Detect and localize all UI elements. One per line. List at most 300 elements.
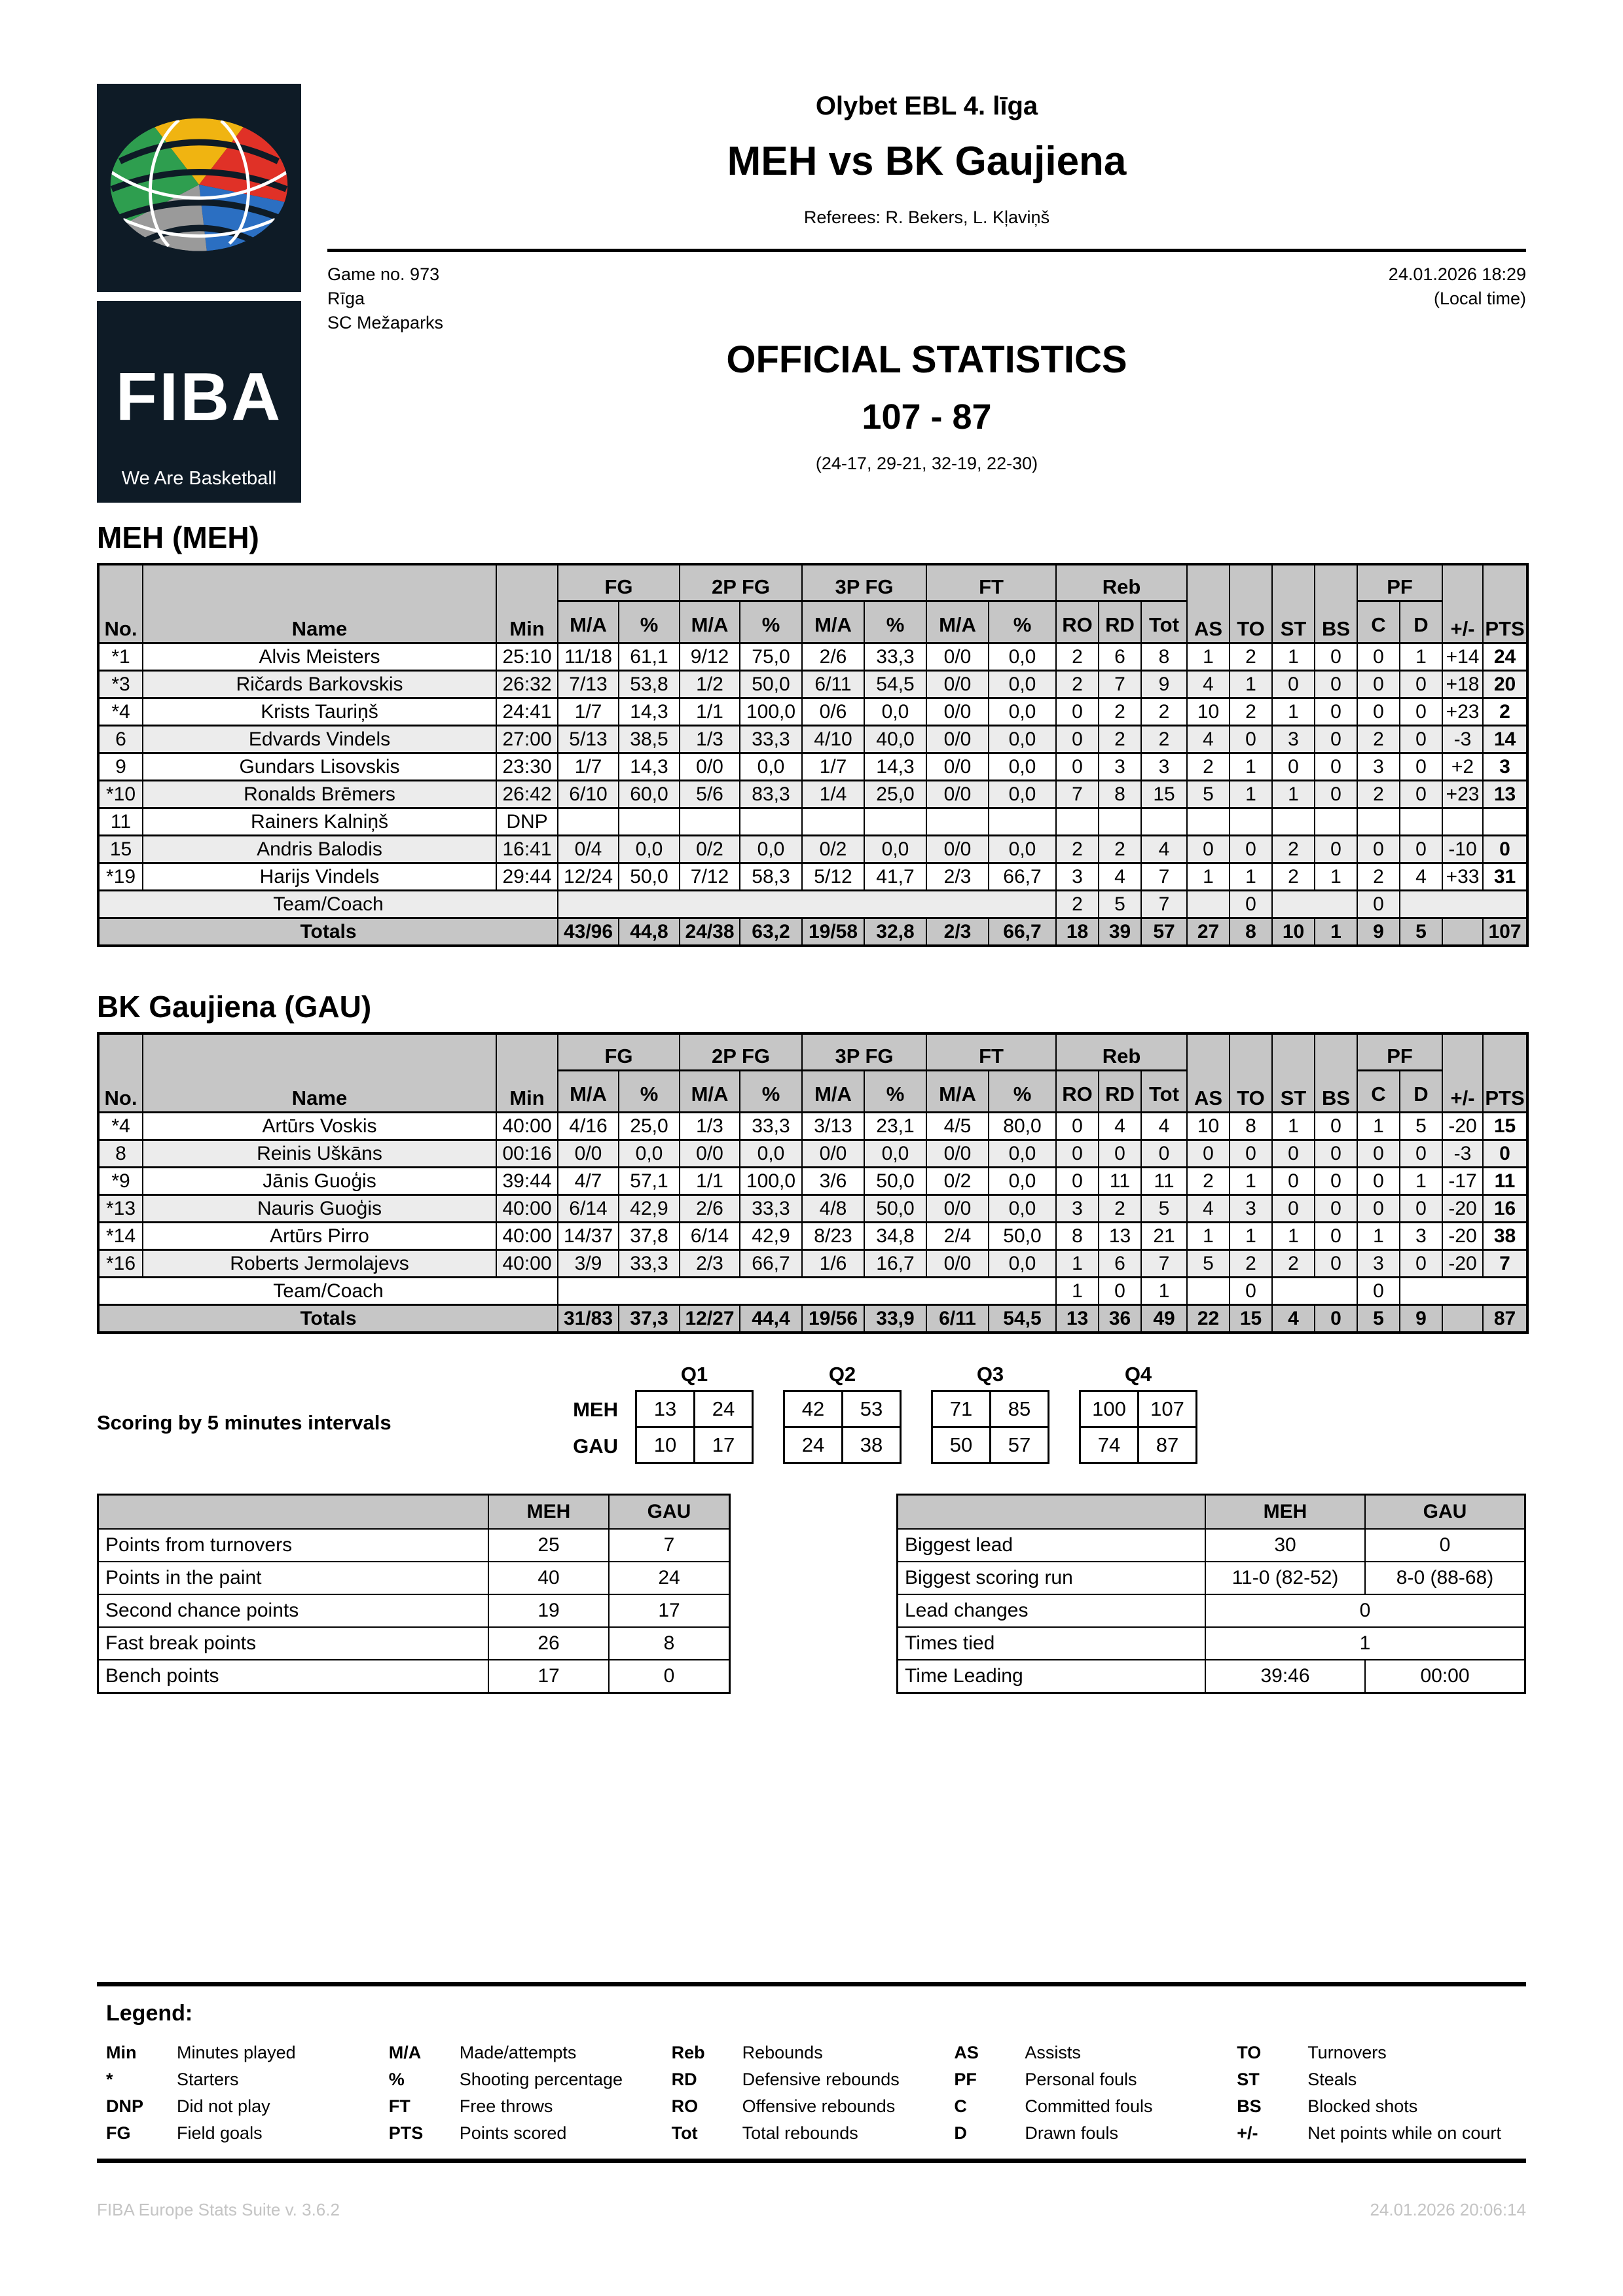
stat-name: Roberts Jermolajevs	[143, 1250, 496, 1278]
legend-desc: Blocked shots	[1307, 2096, 1418, 2116]
interval-score: 107	[1139, 1391, 1197, 1427]
player-row	[98, 1223, 1527, 1250]
stat-tot: 9	[1141, 671, 1187, 698]
legend-item	[672, 2120, 955, 2147]
quarter-score-box	[931, 1390, 1049, 1464]
legend-abbr: PF	[954, 2070, 977, 2089]
stat-ft_ma	[926, 808, 989, 836]
stat-fg_ma: 6/14	[558, 1195, 619, 1223]
stat-to: 3	[1230, 1195, 1272, 1223]
legend-item	[106, 2066, 389, 2093]
interval-score: 50	[932, 1427, 991, 1463]
stat-p2_ma: 1/2	[680, 671, 740, 698]
stat-no: *9	[98, 1168, 143, 1195]
comparison-table-right	[896, 1494, 1526, 1694]
stat-name: Jānis Guoģis	[143, 1168, 496, 1195]
logo-divider	[97, 292, 301, 301]
stat-no: 8	[98, 1140, 143, 1168]
stat-ro: 3	[1056, 1195, 1099, 1223]
stat-min: 00:16	[496, 1140, 558, 1168]
stat-no: *10	[98, 781, 143, 808]
comparison-row	[898, 1660, 1525, 1693]
total-to: 15	[1230, 1305, 1272, 1333]
comparison-gau-value: 00:00	[1365, 1660, 1525, 1693]
col-fg-ma: M/A	[558, 601, 619, 643]
stat-rd: 2	[1099, 1195, 1141, 1223]
stat-min: 25:10	[496, 643, 558, 671]
stat-no: *13	[98, 1195, 143, 1223]
col-group-pf: PF	[1357, 1033, 1442, 1071]
col-bs: BS	[1315, 564, 1357, 643]
legend-desc: Offensive rebounds	[742, 2096, 896, 2116]
stat-d: 0	[1400, 753, 1442, 781]
stat-pm: -20	[1442, 1195, 1483, 1223]
legend-item	[954, 2066, 1237, 2093]
stat-ft_ma: 0/0	[926, 1195, 989, 1223]
total-p2_ma: 12/27	[680, 1305, 740, 1333]
stat-p3_pct: 33,3	[864, 643, 926, 671]
stat-no: *16	[98, 1250, 143, 1278]
stat-rd: 8	[1099, 781, 1141, 808]
comparison-row	[898, 1627, 1525, 1660]
stat-p2_pct: 83,3	[740, 781, 802, 808]
page-header	[97, 84, 1526, 521]
col-fg-pct: %	[619, 1071, 680, 1113]
stat-p2_pct: 0,0	[740, 836, 802, 863]
quarter-block	[931, 1361, 1049, 1465]
stat-to: 2	[1230, 1250, 1272, 1278]
stat-p2_pct: 33,3	[740, 1195, 802, 1223]
scoring-intervals-section	[97, 1361, 1526, 1465]
quarter-block	[1079, 1361, 1197, 1465]
col-fg-ma: M/A	[558, 1071, 619, 1113]
stat-p2_pct: 33,3	[740, 726, 802, 753]
stat-p3_pct: 50,0	[864, 1195, 926, 1223]
stat-p3_pct: 40,0	[864, 726, 926, 753]
stat-pts: 0	[1483, 836, 1527, 863]
stat-ft_ma: 0/0	[926, 836, 989, 863]
col-group-2pfg: 2P FG	[680, 564, 802, 601]
stat-p2_pct	[740, 808, 802, 836]
stat-c: 0	[1357, 698, 1400, 726]
legend-column	[389, 2039, 672, 2147]
stat-pts: 13	[1483, 781, 1527, 808]
stat-p3_ma: 4/10	[802, 726, 864, 753]
stat-fg_ma	[558, 808, 619, 836]
legend-item	[106, 2039, 389, 2066]
stat-min: 26:42	[496, 781, 558, 808]
stat-fg_ma: 5/13	[558, 726, 619, 753]
comparison-meh-value: 19	[488, 1594, 609, 1627]
stat-min: 27:00	[496, 726, 558, 753]
stat-bs: 0	[1315, 1113, 1357, 1140]
stat-min: 23:30	[496, 753, 558, 781]
stat-st	[1272, 808, 1315, 836]
stat-ro: 0	[1056, 753, 1099, 781]
stat-min: 26:32	[496, 671, 558, 698]
stat-ft_pct	[989, 808, 1056, 836]
total-pm	[1442, 1305, 1483, 1333]
total-ft_pct: 66,7	[989, 918, 1056, 946]
total-st: 4	[1272, 1305, 1315, 1333]
stat-ro: 1	[1056, 1278, 1099, 1305]
stat-rd: 13	[1099, 1223, 1141, 1250]
legend-section	[97, 1982, 1526, 2163]
total-fg_pct: 44,8	[619, 918, 680, 946]
stat-pm: -20	[1442, 1223, 1483, 1250]
stat-pts: 0	[1483, 1140, 1527, 1168]
stat-pts: 11	[1483, 1168, 1527, 1195]
stat-p3_ma: 1/4	[802, 781, 864, 808]
col-group-fg: FG	[558, 564, 680, 601]
stat-d: 0	[1400, 1250, 1442, 1278]
stat-p3_ma: 8/23	[802, 1223, 864, 1250]
legend-abbr: Reb	[671, 2043, 705, 2062]
stat-c: 0	[1357, 836, 1400, 863]
legend-columns	[106, 2039, 1520, 2147]
legend-item	[954, 2093, 1237, 2120]
stat-p2_pct: 75,0	[740, 643, 802, 671]
total-tot: 49	[1141, 1305, 1187, 1333]
stat-d: 0	[1400, 1140, 1442, 1168]
stat-bs	[1315, 808, 1357, 836]
stat-as: 0	[1187, 1140, 1230, 1168]
comparison-meh-value: 39:46	[1205, 1660, 1365, 1693]
stat-ft_ma: 0/0	[926, 698, 989, 726]
legend-item	[672, 2066, 955, 2093]
stat-p3_pct: 16,7	[864, 1250, 926, 1278]
stat-rd: 4	[1099, 863, 1141, 891]
comparison-row	[898, 1594, 1525, 1627]
stat-bs: 0	[1315, 781, 1357, 808]
blank-cell	[1187, 891, 1230, 918]
stat-tot: 5	[1141, 1195, 1187, 1223]
game-venue: SC Mežaparks	[327, 313, 444, 332]
stat-pm: +33	[1442, 863, 1483, 891]
stat-ro: 0	[1056, 1113, 1099, 1140]
col-d: D	[1400, 601, 1442, 643]
stat-fg_pct: 42,9	[619, 1195, 680, 1223]
player-row	[98, 698, 1527, 726]
legend-item	[954, 2120, 1237, 2147]
stat-fg_ma: 4/16	[558, 1113, 619, 1140]
stat-p3_pct: 23,1	[864, 1113, 926, 1140]
player-row	[98, 671, 1527, 698]
stat-no: *4	[98, 698, 143, 726]
comparison-row	[98, 1529, 730, 1562]
stat-no: 15	[98, 836, 143, 863]
stat-fg_pct: 33,3	[619, 1250, 680, 1278]
interval-score: 87	[1139, 1427, 1197, 1463]
stat-st: 1	[1272, 781, 1315, 808]
stat-pts: 15	[1483, 1113, 1527, 1140]
stat-ft_ma: 0/0	[926, 726, 989, 753]
interval-score: 57	[991, 1427, 1049, 1463]
col-group-ft: FT	[926, 1033, 1056, 1071]
team-section-gau	[97, 990, 1526, 1334]
comparison-meh-value: 25	[488, 1529, 609, 1562]
interval-score: 42	[784, 1391, 843, 1427]
stat-st: 0	[1272, 1168, 1315, 1195]
stat-p2_ma: 7/12	[680, 863, 740, 891]
col-group-fg: FG	[558, 1033, 680, 1071]
col-group-pf: PF	[1357, 564, 1442, 601]
quarter-label: Q1	[680, 1363, 708, 1386]
stat-fg_ma: 1/7	[558, 698, 619, 726]
totals-row	[98, 1305, 1527, 1333]
team-coach-row	[98, 1278, 1527, 1305]
fiba-wordmark-block	[97, 301, 301, 503]
stat-st: 2	[1272, 1250, 1315, 1278]
totals-row	[98, 918, 1527, 946]
comparison-label: Times tied	[898, 1627, 1206, 1660]
legend-desc: Assists	[1025, 2043, 1081, 2062]
total-rd: 36	[1099, 1305, 1141, 1333]
legend-abbr: ST	[1237, 2070, 1260, 2089]
comparison-label: Biggest scoring run	[898, 1562, 1206, 1594]
stat-p3_ma: 0/2	[802, 836, 864, 863]
stat-ro: 0	[1056, 698, 1099, 726]
stat-c: 3	[1357, 753, 1400, 781]
total-ro: 18	[1056, 918, 1099, 946]
stat-tot: 4	[1141, 836, 1187, 863]
legend-desc: Field goals	[177, 2123, 263, 2143]
col-group-2pfg: 2P FG	[680, 1033, 802, 1071]
legend-item	[954, 2039, 1237, 2066]
stat-fg_pct: 0,0	[619, 836, 680, 863]
col-pts: PTS	[1483, 564, 1527, 643]
comparison-label: Points from turnovers	[98, 1529, 489, 1562]
col-name: Name	[143, 1033, 496, 1113]
legend-desc: Steals	[1307, 2070, 1357, 2089]
total-c: 9	[1357, 918, 1400, 946]
stat-rd: 11	[1099, 1168, 1141, 1195]
col-c: C	[1357, 1071, 1400, 1113]
table-header	[98, 564, 1527, 643]
blank-cell	[558, 891, 1056, 918]
quarter-score-box	[1079, 1390, 1197, 1464]
stat-bs: 0	[1315, 1168, 1357, 1195]
stat-pm: +18	[1442, 671, 1483, 698]
legend-item	[389, 2120, 672, 2147]
stat-d: 3	[1400, 1223, 1442, 1250]
stat-bs: 0	[1315, 1195, 1357, 1223]
quarter-label: Q4	[1124, 1363, 1152, 1386]
stat-p3_ma: 3/13	[802, 1113, 864, 1140]
stat-p3_ma: 1/6	[802, 1250, 864, 1278]
stat-pm: -20	[1442, 1113, 1483, 1140]
stat-ro: 8	[1056, 1223, 1099, 1250]
stat-ro: 3	[1056, 863, 1099, 891]
stat-to: 8	[1230, 1113, 1272, 1140]
stat-p3_pct: 50,0	[864, 1168, 926, 1195]
col-3p-ma: M/A	[802, 601, 864, 643]
stat-d: 0	[1400, 781, 1442, 808]
stat-st: 2	[1272, 836, 1315, 863]
total-c: 5	[1357, 1305, 1400, 1333]
stat-bs: 0	[1315, 1223, 1357, 1250]
stat-to: 0	[1230, 836, 1272, 863]
comparison-meh-value: 30	[1205, 1529, 1365, 1562]
totals-label: Totals	[98, 918, 558, 946]
stat-p2_ma: 2/3	[680, 1250, 740, 1278]
stat-bs: 0	[1315, 726, 1357, 753]
comparison-row	[98, 1562, 730, 1594]
stat-p2_pct: 50,0	[740, 671, 802, 698]
comparison-row	[898, 1562, 1525, 1594]
comparison-table-left	[97, 1494, 731, 1694]
col-d: D	[1400, 1071, 1442, 1113]
stat-ft_ma: 0/0	[926, 643, 989, 671]
footer-print-timestamp: 24.01.2026 20:06:14	[1370, 2200, 1526, 2219]
header-main	[327, 84, 1526, 474]
stat-to: 1	[1230, 1168, 1272, 1195]
stat-name: Reinis Uškāns	[143, 1140, 496, 1168]
stat-as: 10	[1187, 1113, 1230, 1140]
player-row	[98, 781, 1527, 808]
team-heading: MEH (MEH)	[97, 520, 259, 554]
stat-as: 1	[1187, 863, 1230, 891]
stat-ft_pct: 80,0	[989, 1113, 1056, 1140]
stat-to	[1230, 808, 1272, 836]
comparison-label: Biggest lead	[898, 1529, 1206, 1562]
stat-c	[1357, 808, 1400, 836]
stat-rd: 2	[1099, 698, 1141, 726]
col-group-reb: Reb	[1056, 564, 1187, 601]
stat-fg_ma: 12/24	[558, 863, 619, 891]
quarter-block	[783, 1361, 902, 1465]
comparison-row	[98, 1660, 730, 1693]
stat-rd: 0	[1099, 1278, 1141, 1305]
stat-to: 0	[1230, 1278, 1272, 1305]
stat-as: 4	[1187, 726, 1230, 753]
col-to: TO	[1230, 1033, 1272, 1113]
stat-min: DNP	[496, 808, 558, 836]
stat-fg_ma: 11/18	[558, 643, 619, 671]
stat-p3_ma: 1/7	[802, 753, 864, 781]
stat-fg_ma: 6/10	[558, 781, 619, 808]
stat-fg_ma: 0/4	[558, 836, 619, 863]
stat-name: Edvards Vindels	[143, 726, 496, 753]
league-title: Olybet EBL 4. līga	[815, 92, 1038, 120]
interval-score: 100	[1080, 1391, 1139, 1427]
player-row	[98, 1195, 1527, 1223]
blank-header-cell	[98, 1495, 489, 1530]
stat-p3_ma: 4/8	[802, 1195, 864, 1223]
stat-ro: 2	[1056, 643, 1099, 671]
col-ro: RO	[1056, 601, 1099, 643]
stat-c: 0	[1357, 1140, 1400, 1168]
stat-ft_pct: 50,0	[989, 1223, 1056, 1250]
player-row	[98, 1140, 1527, 1168]
stat-p2_ma: 1/1	[680, 698, 740, 726]
total-pm	[1442, 918, 1483, 946]
stat-min: 40:00	[496, 1113, 558, 1140]
stat-p2_ma: 0/2	[680, 836, 740, 863]
legend-item	[1237, 2120, 1520, 2147]
stat-p2_pct: 100,0	[740, 698, 802, 726]
legend-column	[1237, 2039, 1520, 2147]
stat-to: 0	[1230, 1140, 1272, 1168]
stat-fg_ma: 1/7	[558, 753, 619, 781]
table-body	[98, 1113, 1527, 1333]
legend-desc: Turnovers	[1307, 2043, 1387, 2062]
stat-name: Ričards Barkovskis	[143, 671, 496, 698]
scoring-quarters	[635, 1361, 1197, 1465]
final-score: 107 - 87	[862, 397, 992, 437]
stat-bs: 0	[1315, 836, 1357, 863]
stat-ft_pct: 0,0	[989, 698, 1056, 726]
stat-ft_ma: 0/0	[926, 753, 989, 781]
stat-d: 0	[1400, 1195, 1442, 1223]
stat-bs: 0	[1315, 1250, 1357, 1278]
comparison-label: Bench points	[98, 1660, 489, 1693]
stat-p2_ma: 0/0	[680, 753, 740, 781]
stat-min: 29:44	[496, 863, 558, 891]
stat-pm: -3	[1442, 1140, 1483, 1168]
stat-no: 9	[98, 753, 143, 781]
stat-fg_pct: 50,0	[619, 863, 680, 891]
stat-rd: 5	[1099, 891, 1141, 918]
stat-p2_ma: 1/3	[680, 1113, 740, 1140]
col-rd: RD	[1099, 601, 1141, 643]
col-group-ft: FT	[926, 564, 1056, 601]
stat-name: Andris Balodis	[143, 836, 496, 863]
stat-ft_ma: 0/0	[926, 671, 989, 698]
total-p3_pct: 32,8	[864, 918, 926, 946]
stat-c: 0	[1357, 891, 1400, 918]
stat-p3_pct: 54,5	[864, 671, 926, 698]
legend-abbr: FG	[106, 2123, 131, 2143]
stat-rd: 4	[1099, 1113, 1141, 1140]
stat-fg_ma: 0/0	[558, 1140, 619, 1168]
stat-ro: 7	[1056, 781, 1099, 808]
stat-fg_pct: 53,8	[619, 671, 680, 698]
stat-bs: 0	[1315, 698, 1357, 726]
stat-tot: 3	[1141, 753, 1187, 781]
stat-fg_pct: 38,5	[619, 726, 680, 753]
cmp-col-gau: GAU	[1365, 1495, 1525, 1530]
header-rule	[327, 249, 1526, 252]
stat-fg_pct: 57,1	[619, 1168, 680, 1195]
stat-ft_pct: 0,0	[989, 753, 1056, 781]
stat-ft_ma: 0/0	[926, 781, 989, 808]
stat-p2_ma: 1/3	[680, 726, 740, 753]
stat-p3_pct: 41,7	[864, 863, 926, 891]
box-score-table-meh	[97, 563, 1529, 947]
stat-fg_pct: 0,0	[619, 1140, 680, 1168]
fiba-ball-block	[97, 84, 301, 292]
total-p2_pct: 63,2	[740, 918, 802, 946]
stat-d: 5	[1400, 1113, 1442, 1140]
stat-p3_ma	[802, 808, 864, 836]
player-row	[98, 753, 1527, 781]
quarter-block	[635, 1361, 754, 1465]
stat-tot: 15	[1141, 781, 1187, 808]
col-pts: PTS	[1483, 1033, 1527, 1113]
stat-as: 5	[1187, 781, 1230, 808]
legend-item	[672, 2039, 955, 2066]
col-min: Min	[496, 564, 558, 643]
local-time-label: (Local time)	[1433, 289, 1526, 308]
table-body	[98, 643, 1527, 946]
stat-as: 2	[1187, 753, 1230, 781]
stat-c: 0	[1357, 671, 1400, 698]
stat-tot: 2	[1141, 698, 1187, 726]
scoring-intervals-label: Scoring by 5 minutes intervals	[97, 1411, 392, 1434]
table-body	[898, 1529, 1525, 1693]
stat-st: 0	[1272, 671, 1315, 698]
